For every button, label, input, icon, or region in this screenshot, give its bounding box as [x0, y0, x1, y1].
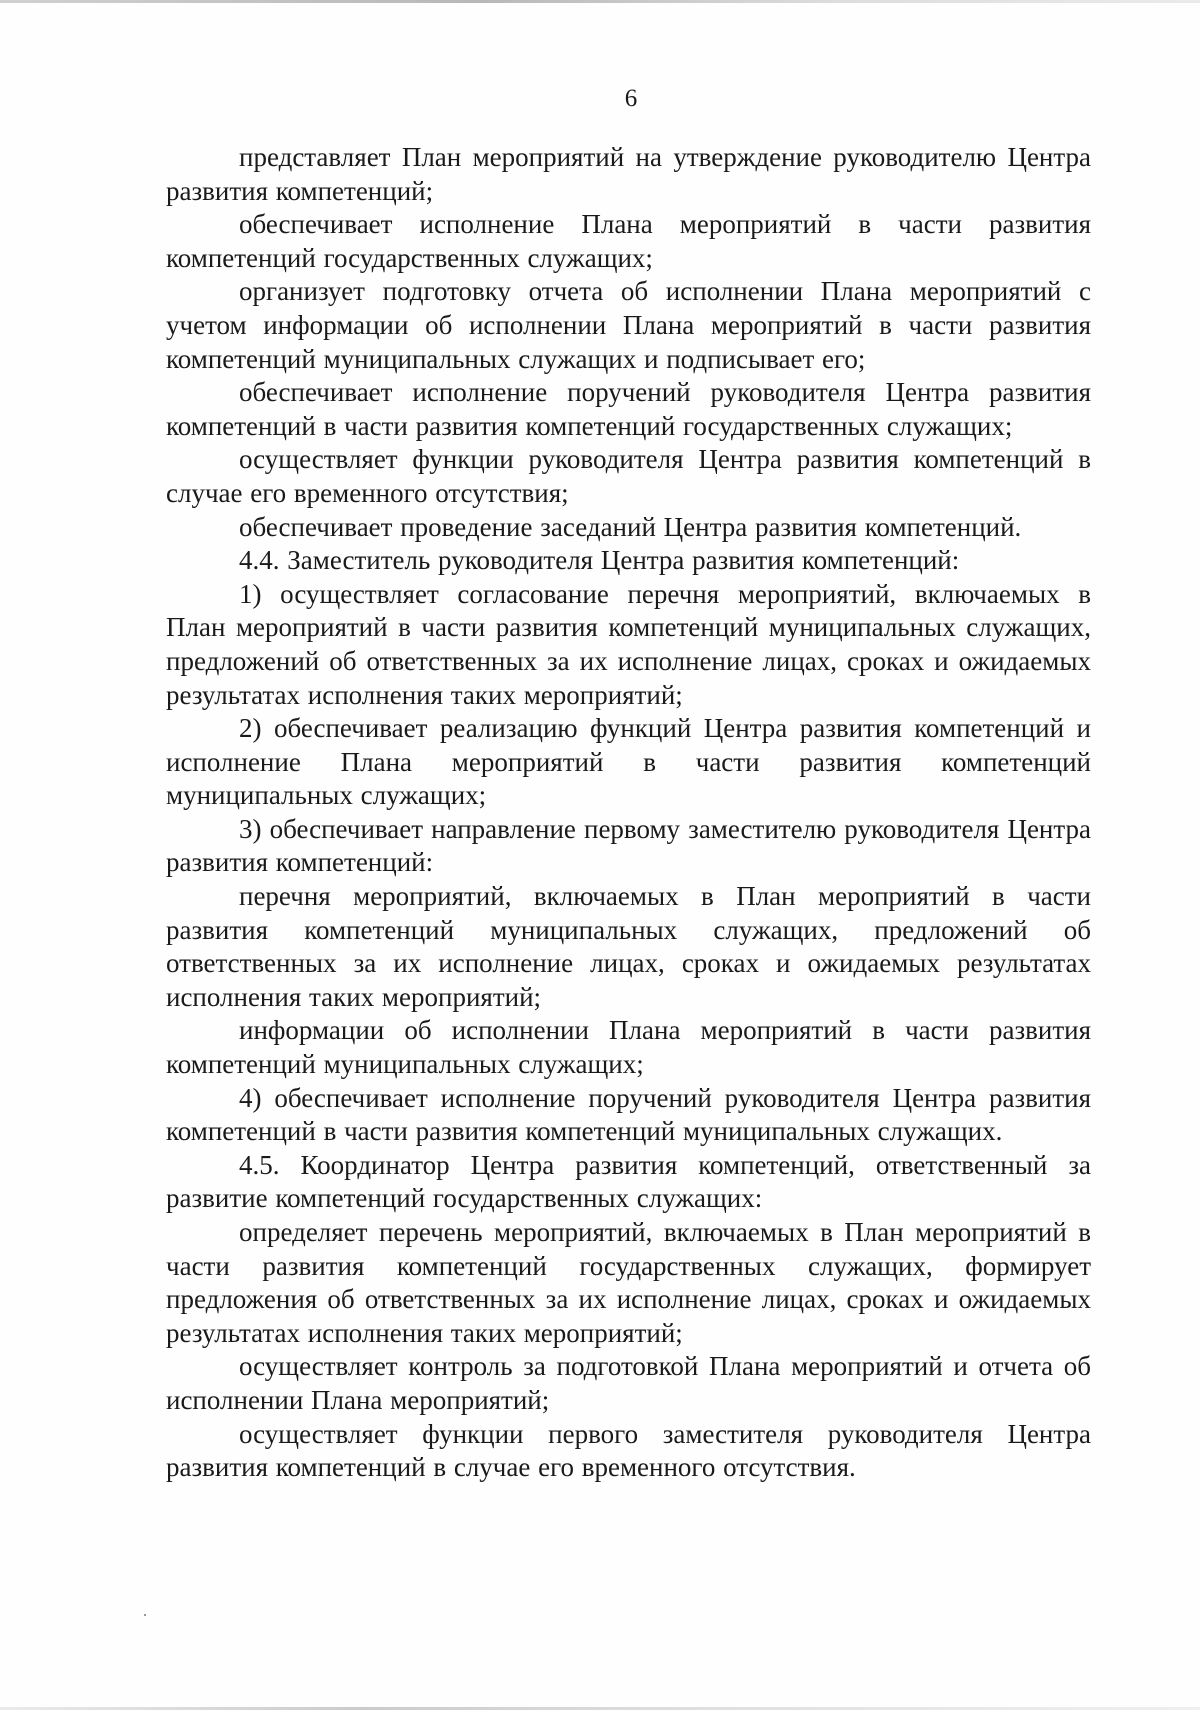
- paragraph: информации об исполнении Плана мероприятий в части развития компетенций муниципальных служащих;: [166, 1015, 1091, 1080]
- paragraph: определяет перечень мероприятий, включаемых в План мероприятий в части развития компетенций государственных служащих, формирует предложения об ответственных за их исполнение лицах, сроках и ожидаемых результатах исполнения таких мероприятий;: [166, 1217, 1091, 1348]
- section-heading-4-4: 4.4. Заместитель руководителя Центра развития компетенций:: [239, 545, 960, 576]
- paragraph: представляет План мероприятий на утверждение руководителю Центра развития компетенций;: [166, 142, 1091, 206]
- document-body: [166, 141, 1091, 1485]
- paragraph: организует подготовку отчета об исполнении Плана мероприятий с учетом информации об исполнении Плана мероприятий в части развития компетенций муниципальных служащих и подписывает его;: [166, 276, 1091, 374]
- paragraph: обеспечивает исполнение Плана мероприятий в части развития компетенций государственных служащих;: [166, 209, 1091, 273]
- section-heading-4-5: 4.5. Координатор Центра развития компетенций, ответственный за развитие компетенций государственных служащих:: [166, 1149, 1091, 1214]
- paragraph: осуществляет функции руководителя Центра развития компетенций в случае его временного отсутствия;: [166, 444, 1091, 508]
- list-item-3: 3) обеспечивает направление первому заместителю руководителя Центра развития компетенций:: [166, 813, 1091, 878]
- paragraph: осуществляет функции первого заместителя руководителя Центра развития компетенций в случае его временного отсутствия.: [166, 1418, 1091, 1483]
- list-item-2: 2) обеспечивает реализацию функций Центра развития компетенций и исполнение Плана мероприятий в части развития компетенций муниципальных служащих;: [166, 713, 1091, 811]
- list-item-4: 4) обеспечивает исполнение поручений руководителя Центра развития компетенций в части развития компетенций муниципальных служащих.: [166, 1082, 1091, 1147]
- page-number: 6: [624, 85, 638, 112]
- paragraph: перечня мероприятий, включаемых в План мероприятий в части развития компетенций муниципальных служащих, предложений об ответственных за их исполнение лицах, сроках и ожидаемых результатах исполнения таких мероприятий;: [166, 881, 1091, 1012]
- scan-edge-top: [0, 0, 1200, 3]
- list-item-1: 1) осуществляет согласование перечня мероприятий, включаемых в План мероприятий в части развития компетенций муниципальных служащих, предложений об ответственных за их исполнение лицах, сроках и ожидаемых результатах исполнения таких мероприятий;: [166, 578, 1091, 710]
- paragraph: обеспечивает проведение заседаний Центра развития компетенций.: [239, 511, 1022, 542]
- paragraph: обеспечивает исполнение поручений руководителя Центра развития компетенций в части развития компетенций государственных служащих;: [166, 377, 1091, 441]
- scan-speck: [144, 1614, 146, 1616]
- paragraph: осуществляет контроль за подготовкой Плана мероприятий и отчета об исполнении Плана мероприятий;: [166, 1351, 1091, 1415]
